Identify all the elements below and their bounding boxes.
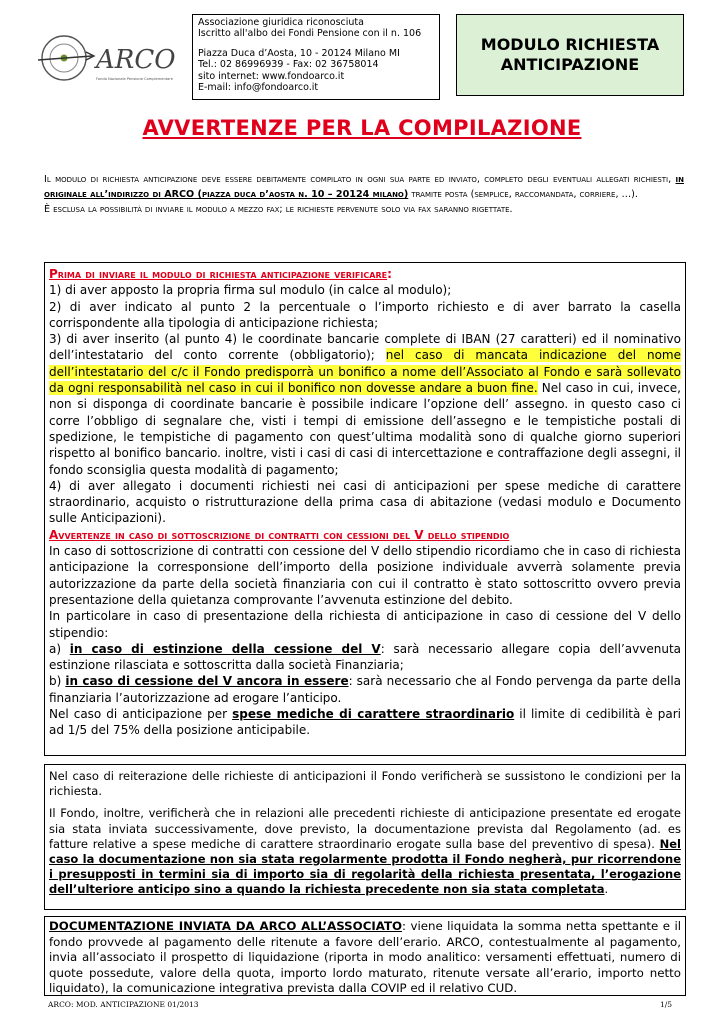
documentation-box (44, 916, 686, 996)
intro-text: Il modulo di richiesta anticipazione deve essere debitamente compilato in ogni sua parte ed inviato, completo degli eventuali allegati richiesti, (44, 174, 676, 185)
case-a-bold: in caso di estinzione della cessione del V (69, 641, 381, 656)
reiteration-bold: Nel caso la documentazione non sia stata regolarmente prodotta il Fondo negherà, pur ricorrendone i presupposti in termini sia di importo sia di regolarità della richiesta presentata, l’erogazione dell’ulteriore anticipo sino a quando la richiesta precedente non sia stata completata (49, 836, 681, 897)
case-b-bold: in caso di cessione del V ancora in essere (65, 674, 349, 689)
intro-fax-warning: È esclusa la possibilità di inviare il modulo a mezzo fax; le richieste pervenute solo via fax saranno rigettate. (44, 204, 513, 215)
arco-logo (34, 28, 184, 90)
address-line: Iscritto all'albo dei Fondi Pensione con il n. 106 (198, 28, 422, 40)
email-text: E-mail: info@fondoarco.it (198, 82, 319, 94)
case-b-label: b) (49, 674, 66, 689)
logo-subtext: Fondo Nazionale Pensione Complementare (96, 77, 173, 81)
arco-logo-graphic (34, 28, 184, 90)
verification-heading-colon: : (387, 267, 392, 281)
intro-paragraph (44, 172, 684, 217)
checklist-item-3-highlight: nel caso di mancata indicazione del nome dell’intestatario del c/c il Fondo predisporrà un bonifico a nome dell’Associato al Fondo e sarà sollevato da ogni responsabilità nel caso in cui il bonifico non dovesse andare a buon fine. (49, 348, 681, 396)
documentation-text: : viene liquidata la somma netta spettante e il fondo provvede al pagamento delle ritenute a favore dell’erario. ARCO, contestualmente al pagamento, invia all’associato il prospetto di liquidazione (riporta in modo analitico: versamenti effettuati, numero di quote possedute, valore della quota, importo lordo maturato, ritenute versate all’erario, importo netto liquidato), la comunicazione integrativa prevista dalla COVIP ed il relativo CUD. (49, 919, 681, 995)
footer-page-number: 1/5 (660, 1000, 673, 1009)
medical-text: Nel caso di anticipazione per (49, 707, 233, 722)
verification-box (44, 262, 686, 756)
page-title: AVVERTENZE PER LA COMPILAZIONE (142, 116, 582, 140)
checklist-item-4: 4) di aver allegato i documenti richiesti nei casi di anticipazioni per spese mediche di carattere straordinario, acquisto o ristrutturazione della prima casa di abitazione (vedasi modulo e Documento sulle Anticipazioni). (49, 478, 681, 526)
checklist-item-2: 2) di aver indicato al punto 2 la percentuale o l’importo richiesto e di aver barrato la casella corrispondente alla tipologia di anticipazione richiesta; (49, 299, 681, 330)
checklist-item-3-cont: Nel caso in cui, invece, non si disponga di coordinate bancarie è possibile indicare l’opzione dell’ assegno. in questo caso ci corre l’obbligo di segnalare che, visti i tempi di emissione dell’assegno e le tempistiche postali di spedizione, le tempistiche di pagamento con quest’ultima modalità sono di qualche giorno superiori rispetto al bonifico bancario. inoltre, visti i casi di casi di intercettazione e contraffazione degli assegni, il fondo sconsiglia questa modalità di pagamento; (49, 381, 681, 477)
case-a-label: a) (49, 641, 70, 656)
logo-text: ARCO (96, 45, 176, 75)
checklist-item-3: 3) di aver inserito (al punto 4) le coordinate bancarie complete di IBAN (27 caratteri) ed il nominativo dell’intestatario del conto corrente (obbligatorio); (49, 332, 681, 363)
reiteration-period: . (604, 882, 609, 897)
medical-text-tail: il limite di cedibilità è pari ad 1/5 del 75% della posizione anticipabile. (49, 707, 682, 738)
address-box (192, 14, 440, 100)
cessione-paragraph-2: In particolare in caso di presentazione della richiesta di anticipazione in caso di cessione del V dello stipendio: (49, 609, 681, 640)
cessione-paragraph-1: In caso di sottoscrizione di contratti con cessione del V dello stipendio ricordiamo che in caso di richiesta anticipazione la corresponsione dell’importo della posizione individuale avverrà solamente previa autorizzazione da parte della società finanziaria con cui il contratto è stato sottoscritto ovvero previa presentazione della quietanza comprovante l’avvenuta estinzione del debito. (49, 544, 681, 607)
module-title-line-2: ANTICIPAZIONE (500, 55, 640, 74)
reiteration-text: Il Fondo, inoltre, verificherà che in relazioni alle precedenti richieste di anticipazione presentate ed erogate sia stata inviata successivamente, dove previsto, la documentazione prevista dal Regolamento (ad. es fatture relative a spese mediche di carattere straordinario erogate sulla base del preventivo di spesa). (49, 806, 681, 851)
reiteration-box (44, 764, 686, 910)
reiteration-paragraph-1: Nel caso di reiterazione delle richieste di anticipazioni il Fondo verificherà se sussistono le condizioni per la richiesta. (49, 769, 681, 799)
reiteration-paragraph-2 (49, 806, 681, 897)
verification-heading: Prima di inviare il modulo di richiesta anticipazione verificare (49, 267, 388, 281)
intro-text-tail: tramite posta (semplice, raccomandata, corriere, …). (408, 189, 638, 200)
case-b-text: : sarà necessario che al Fondo pervenga da parte della finanziaria l’autorizzazione ad erogare l’anticipo. (49, 674, 682, 705)
case-a-text: : sarà necessario allegare copia dell’avvenuta estinzione rilasciata e sottoscritta dalla società Finanziaria; (49, 641, 681, 673)
website-text: sito internet: www.fondoarco.it (198, 70, 345, 82)
cessione-heading: Avvertenze in caso di sottoscrizione di contratti con cessioni del V dello stipendio (49, 527, 510, 542)
address-line: Piazza Duca d’Aosta, 10 - 20124 Milano MI (198, 47, 400, 59)
address-line: Tel.: 02 86996939 - Fax: 02 36758014 (198, 59, 379, 71)
module-title-box (456, 14, 684, 96)
documentation-heading: DOCUMENTAZIONE INVIATA DA ARCO ALL’ASSOCIATO (49, 919, 403, 933)
checklist-item-1: 1) di aver apposto la propria firma sul modulo (in calce al modulo); (49, 283, 452, 298)
intro-address-bold: in originale all’indirizzo di ARCO (piazza duca d’aosta n. 10 – 20124 milano) (44, 174, 684, 200)
address-line: Associazione giuridica riconosciuta (198, 17, 364, 28)
footer-doc-id: ARCO: MOD. ANTICIPAZIONE 01/2013 (48, 1000, 199, 1009)
medical-bold: spese mediche di carattere straordinario (232, 707, 515, 722)
module-title-line-1: MODULO RICHIESTA (480, 35, 660, 54)
